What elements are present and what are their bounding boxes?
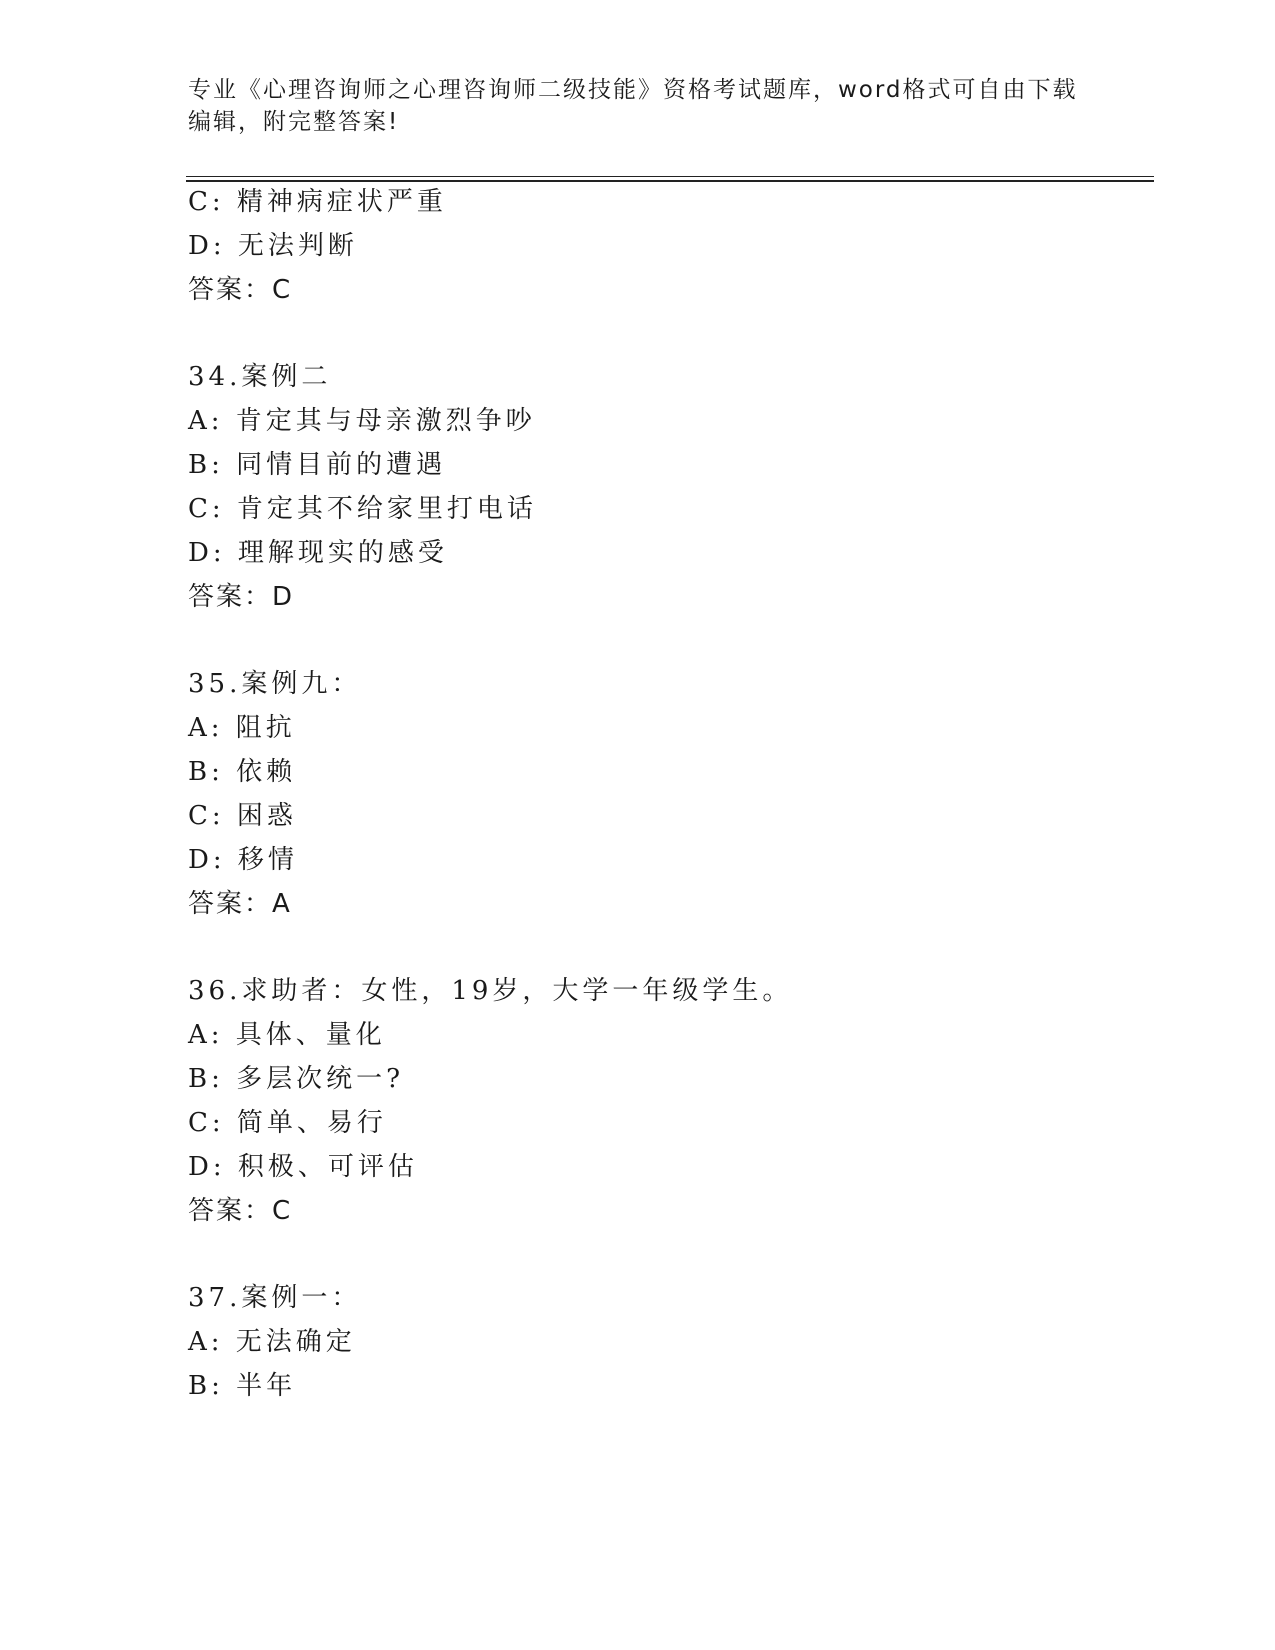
option-b: B: 多层次统一? <box>188 1064 405 1094</box>
document-header <box>188 74 1088 138</box>
option-a: A: 肯定其与母亲激烈争吵 <box>188 406 536 436</box>
option-c: C: 简单、易行 <box>188 1108 387 1138</box>
option-a: A: 阻抗 <box>188 713 296 743</box>
option-d: D: 理解现实的感受 <box>188 538 448 568</box>
option-b: B: 依赖 <box>188 757 297 787</box>
header-divider-thick <box>186 180 1154 182</box>
question-37: 37.案例一： <box>188 1283 362 1313</box>
header-line-1: 专业《心理咨询师之心理咨询师二级技能》资格考试题库，word格式可自由下载 <box>188 77 1078 103</box>
option-c: C: 困惑 <box>188 801 297 831</box>
option-d: D: 无法判断 <box>188 231 358 261</box>
option-d: D: 移情 <box>188 845 298 875</box>
answer-line: 答案：A <box>188 889 292 919</box>
option-a: A: 无法确定 <box>188 1327 356 1357</box>
header-divider-thin <box>186 176 1154 177</box>
question-34: 34.案例二 <box>188 362 332 392</box>
option-d: D: 积极、可评估 <box>188 1152 418 1182</box>
question-36: 36.求助者：女性，19岁，大学一年级学生。 <box>188 976 793 1006</box>
answer-line: 答案：D <box>188 582 295 612</box>
option-a: A: 具体、量化 <box>188 1020 386 1050</box>
option-c: C: 肯定其不给家里打电话 <box>188 494 537 524</box>
answer-line: 答案：C <box>188 1196 293 1226</box>
header-line-2: 编辑，附完整答案! <box>188 109 400 135</box>
option-c: C: 精神病症状严重 <box>188 187 447 217</box>
question-35: 35.案例九： <box>188 669 362 699</box>
answer-line: 答案：C <box>188 275 293 305</box>
option-b: B: 同情目前的遭遇 <box>188 450 447 480</box>
option-b: B: 半年 <box>188 1371 297 1401</box>
